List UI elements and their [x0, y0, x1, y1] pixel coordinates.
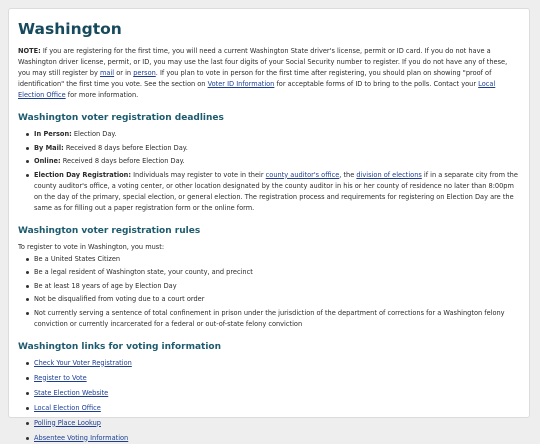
content-card: [8, 8, 530, 442]
local-election-office-link[interactable]: Local Election Office: [34, 403, 101, 412]
polling-place-lookup-link[interactable]: Polling Place Lookup: [34, 418, 101, 427]
list-item: Be at least 18 years of age by Election Day: [26, 281, 520, 292]
rules-intro: To register to vote in Washington, you must:: [18, 242, 165, 251]
voter-id-link[interactable]: Voter ID Information: [207, 80, 275, 88]
list-item: Be a legal resident of Washington state, your county, and precinct: [26, 267, 520, 278]
links-list: [18, 358, 520, 444]
state-election-website-link[interactable]: State Election Website: [34, 388, 109, 397]
list-item: [26, 403, 520, 414]
deadline-label: Election Day Registration:: [34, 170, 131, 179]
list-item: [26, 143, 520, 154]
deadline-text: if in a separate city from the county auditor's office, a voting center, or other location designated by the county auditor in his or her county of residence no later than 8:00pm on the day of the primary, special election, or general election. The registration process and requirements for registering on Election Day are the same as for filling out a paper registration form or the online form.: [34, 170, 518, 212]
note-text: or in: [114, 69, 134, 77]
deadline-text: Individuals may register to vote in their: [130, 170, 266, 179]
deadline-label: By Mail:: [34, 143, 64, 152]
mail-link[interactable]: mail: [100, 69, 115, 77]
list-item: [26, 156, 520, 167]
rules-list: [18, 254, 520, 330]
note-text: for acceptable forms of ID to bring to the polls. Contact your: [274, 80, 479, 88]
local-election-office-link[interactable]: Local Election Office: [18, 80, 496, 99]
check-registration-link[interactable]: Check Your Voter Registration: [34, 358, 132, 367]
registration-note: [18, 46, 520, 101]
list-item: Not currently serving a sentence of total confinement in prison under the jurisdiction of the department of corrections for a Washington felony conviction or currently incarcerated for a federal or out-of-state felony conviction: [26, 308, 520, 330]
page-title: Washington: [18, 20, 122, 38]
deadline-text: Received 8 days before Election Day.: [60, 157, 185, 165]
note-text: for more information.: [65, 91, 139, 99]
person-link[interactable]: person: [133, 69, 156, 77]
deadline-text: Received 8 days before Election Day.: [63, 143, 188, 152]
list-item: [26, 433, 520, 444]
deadline-label: In Person:: [34, 130, 72, 138]
deadline-text: Election Day.: [71, 130, 117, 138]
deadline-label: Online:: [34, 157, 61, 165]
list-item: [26, 358, 520, 369]
list-item: [26, 373, 520, 384]
deadlines-heading: Washington voter registration deadlines: [18, 113, 224, 123]
list-item: [26, 388, 520, 399]
note-label: NOTE:: [18, 47, 41, 55]
list-item: Not be disqualified from voting due to a court order: [26, 294, 520, 305]
list-item: [26, 170, 520, 214]
absentee-voting-link[interactable]: Absentee Voting Information: [34, 433, 129, 442]
note-text: . If you plan to vote in person for the first time after registering, you should plan on showing "proof of identification" the first time you vote. See the section on: [18, 69, 492, 88]
links-heading: Washington links for voting information: [18, 341, 222, 352]
county-auditor-link[interactable]: county auditor's office: [265, 170, 340, 179]
list-item: [26, 129, 520, 140]
list-item: Be a United States Citizen: [26, 254, 520, 265]
division-of-elections-link[interactable]: division of elections: [356, 170, 422, 179]
rules-heading: Washington voter registration rules: [18, 225, 201, 236]
note-text: If you are registering for the first time, you will need a current Washington State driver's license, permit or ID card. If you do not have a Washington driver license, permit, or ID, you may use the last four digits of your Social Security number to register. If you do not have any of these, you may still register by: [18, 47, 508, 77]
list-item: [26, 418, 520, 429]
deadlines-list: [18, 129, 520, 214]
deadline-text: , the: [339, 170, 357, 179]
register-to-vote-link[interactable]: Register to Vote: [34, 373, 87, 382]
